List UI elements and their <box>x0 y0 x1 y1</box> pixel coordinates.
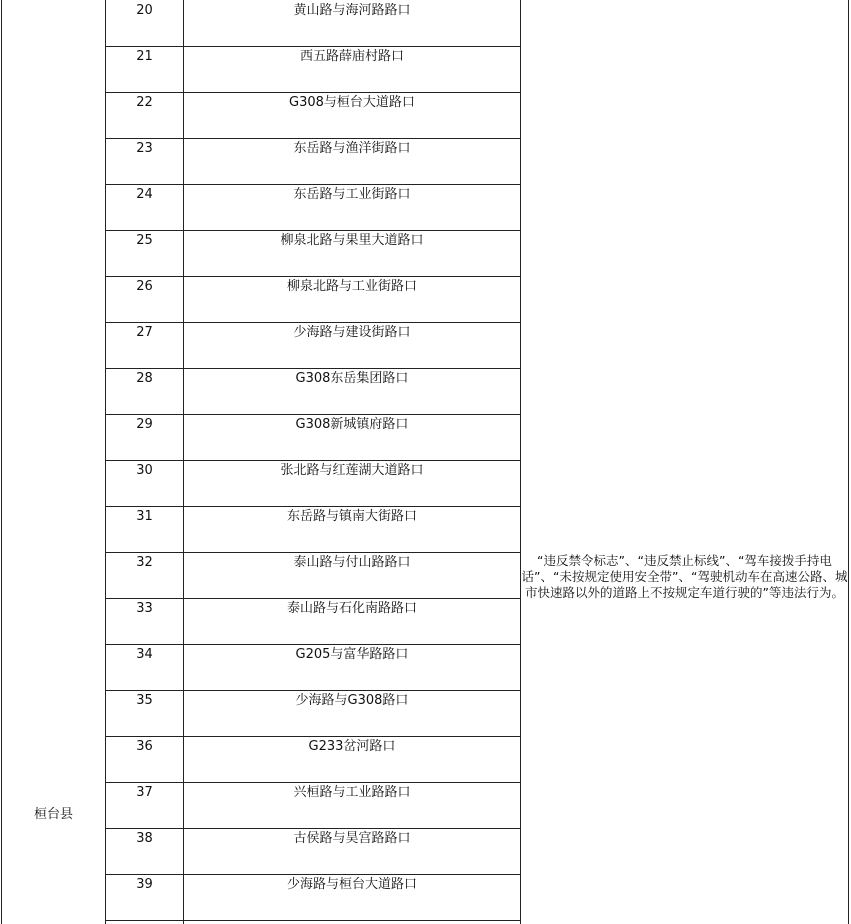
row-number: 35 <box>136 693 153 708</box>
violation-description-cell: “违反禁令标志”、“违反禁止标线”、“驾车接拨手持电话”、“未按规定使用安全带”、“驾驶机动车在高速公路、城市快速路以外的道路上不按规定车道行驶的”等违法行为。 <box>521 553 848 600</box>
row-location: G308与桓台大道路口 <box>289 95 415 110</box>
row-location: 少海路与桓台大道路口 <box>286 877 417 892</box>
row-number: 26 <box>136 279 153 294</box>
row-number: 29 <box>136 417 153 432</box>
table-row <box>106 185 520 231</box>
table-row <box>106 323 520 369</box>
table-row <box>106 599 520 645</box>
row-number: 34 <box>136 647 153 662</box>
row-location: 东岳路与工业街路口 <box>293 187 411 202</box>
row-location: G308东岳集团路口 <box>295 371 409 386</box>
row-number: 38 <box>136 831 153 846</box>
row-number: 28 <box>136 371 153 386</box>
table-row <box>106 277 520 323</box>
row-location: G233岔河路口 <box>308 739 396 754</box>
row-location: 少海路与建设街路口 <box>293 325 411 340</box>
row-location: G205与富华路路口 <box>295 647 409 662</box>
table-row <box>106 507 520 553</box>
row-location: 柳泉北路与工业街路口 <box>286 279 417 294</box>
row-location: 柳泉北路与果里大道路口 <box>280 233 424 248</box>
table-row <box>106 231 520 277</box>
row-number: 20 <box>136 3 153 18</box>
table-row <box>106 645 520 691</box>
table-row <box>106 139 520 185</box>
table-row <box>106 783 520 829</box>
row-number: 36 <box>136 739 153 754</box>
county-cell: 桓台县 <box>33 807 73 822</box>
table-row <box>106 415 520 461</box>
row-number: 31 <box>136 509 153 524</box>
table-row <box>106 875 520 921</box>
row-location: 西五路薛庙村路口 <box>299 49 404 64</box>
table-border-left <box>1 0 2 924</box>
row-location: 少海路与G308路口 <box>295 693 409 708</box>
table-row <box>106 93 520 139</box>
row-number: 25 <box>136 233 153 248</box>
row-location: 张北路与红莲湖大道路口 <box>280 463 424 478</box>
table-row <box>106 829 520 875</box>
row-number: 22 <box>136 95 153 110</box>
column-divider-location <box>520 0 521 924</box>
row-location: 东岳路与渔洋街路口 <box>293 141 411 156</box>
row-number: 32 <box>136 555 153 570</box>
row-location: 兴桓路与工业路路口 <box>293 785 411 800</box>
table-row <box>106 737 520 783</box>
row-number: 30 <box>136 463 153 478</box>
row-number: 39 <box>136 877 153 892</box>
row-number: 23 <box>136 141 153 156</box>
row-location: 黄山路与海河路路口 <box>293 3 411 18</box>
table-row <box>106 369 520 415</box>
row-number: 27 <box>136 325 153 340</box>
row-location: 泰山路与石化南路路口 <box>286 601 417 616</box>
table-row <box>106 1 520 47</box>
row-location: 东岳路与镇南大街路口 <box>286 509 417 524</box>
row-location: 古侯路与昊宫路路口 <box>293 831 411 846</box>
row-number: 33 <box>136 601 153 616</box>
row-location: G308新城镇府路口 <box>295 417 409 432</box>
row-number: 21 <box>136 49 153 64</box>
table-row <box>106 553 520 599</box>
table-row <box>106 461 520 507</box>
row-location: 泰山路与付山路路口 <box>293 555 411 570</box>
table-border-right <box>848 0 849 924</box>
table-row <box>106 691 520 737</box>
row-number: 37 <box>136 785 153 800</box>
row-number: 24 <box>136 187 153 202</box>
table-row <box>106 47 520 93</box>
